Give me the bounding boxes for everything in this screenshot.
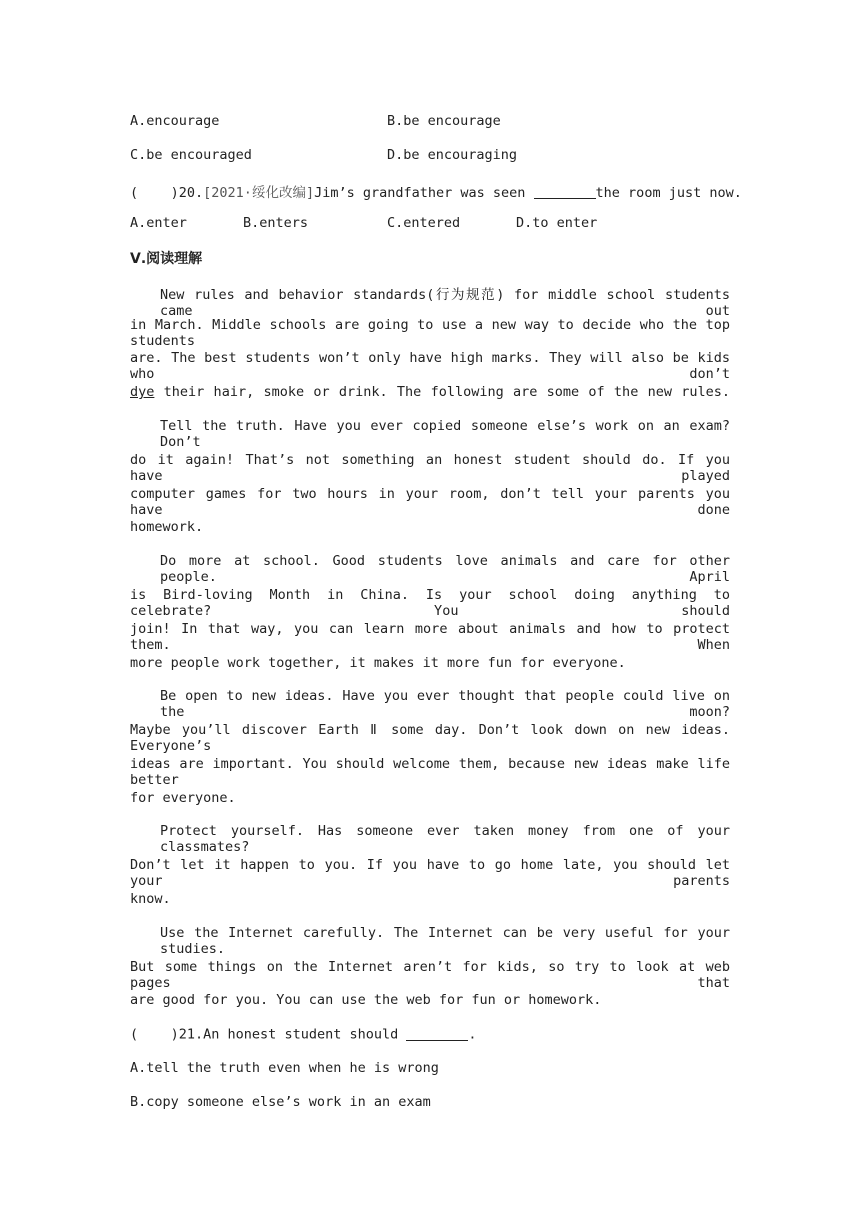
passage-line: ideas are important. You should welcome them, because new ideas make life better <box>130 756 730 788</box>
passage-line: homework. <box>130 519 204 535</box>
q21-option-b[interactable]: B.copy someone else’s work in an exam <box>130 1094 431 1110</box>
passage-line-rest: their hair, smoke or drink. The following are some of the new rules. <box>154 384 730 400</box>
q21-answer-paren[interactable]: ( ) <box>130 1026 179 1043</box>
passage-line: are. The best students won’t only have high marks. They will also be kids who don’t <box>130 350 730 382</box>
q20-source: [2021·绥化改编] <box>203 185 315 201</box>
q21-stem-text: 21.An honest student should <box>178 1026 399 1043</box>
q20-option-d[interactable]: D.to enter <box>516 215 598 231</box>
passage-line: Use the Internet carefully. The Internet can be very useful for your studies. <box>160 925 730 957</box>
passage-line: New rules and behavior standards(行为规范) for middle school students came out <box>160 287 730 319</box>
q19-option-a[interactable]: A.encourage <box>130 113 220 129</box>
passage-line: in March. Middle schools are going to use a new way to decide who the top students <box>130 317 730 349</box>
passage-line: join! In that way, you can learn more about animals and how to protect them. When <box>130 621 730 653</box>
passage-line: Be open to new ideas. Have you ever thought that people could live on the moon? <box>160 688 730 720</box>
q21-blank[interactable] <box>406 1026 468 1041</box>
underlined-word-dye: dye <box>130 384 155 400</box>
q20-option-b[interactable]: B.enters <box>243 215 309 231</box>
passage-line: computer games for two hours in your room, don’t tell your parents you have done <box>130 486 730 518</box>
passage-line: Tell the truth. Have you ever copied someone else’s work on an exam? Don’t <box>160 418 730 450</box>
q20-blank[interactable] <box>534 185 596 200</box>
q20-option-c[interactable]: C.entered <box>387 215 461 231</box>
passage-line: Don’t let it happen to you. If you have to go home late, you should let your parents <box>130 857 730 889</box>
passage-line: Maybe you’ll discover Earth Ⅱ some day. Don’t look down on new ideas. Everyone’s <box>130 722 730 754</box>
q21-stem <box>130 1026 730 1043</box>
q20-number: 20. <box>178 185 204 201</box>
passage-line: are good for you. You can use the web for fun or homework. <box>130 992 602 1008</box>
q21-stem-end: . <box>468 1026 477 1043</box>
passage-line: for everyone. <box>130 790 236 806</box>
q19-option-d[interactable]: D.be encouraging <box>387 147 518 163</box>
passage-line: is Bird-loving Month in China. Is your school doing anything to celebrate? You should <box>130 587 730 619</box>
passage-line: more people work together, it makes it more fun for everyone. <box>130 655 626 671</box>
passage-line: know. <box>130 891 171 907</box>
passage-line: do it again! That’s not something an honest student should do. If you have played <box>130 452 730 484</box>
passage-line: But some things on the Internet aren’t for kids, so try to look at web pages that <box>130 959 730 991</box>
q20-answer-paren[interactable]: ( ) <box>130 185 179 201</box>
passage-line: Protect yourself. Has someone ever taken money from one of your classmates? <box>160 823 730 855</box>
passage-line <box>130 384 730 400</box>
section-title: Ⅴ.阅读理解 <box>130 251 203 267</box>
q19-option-c[interactable]: C.be encouraged <box>130 147 252 163</box>
q20-stem-before: Jim’s grandfather was seen <box>314 185 526 201</box>
q20-option-a[interactable]: A.enter <box>130 215 187 231</box>
q21-option-a[interactable]: A.tell the truth even when he is wrong <box>130 1060 439 1076</box>
q20-stem-after: the room just now. <box>595 185 742 201</box>
passage-line: Do more at school. Good students love animals and care for other people. April <box>160 553 730 585</box>
q20-stem <box>130 181 742 201</box>
q19-option-b[interactable]: B.be encourage <box>387 113 501 129</box>
